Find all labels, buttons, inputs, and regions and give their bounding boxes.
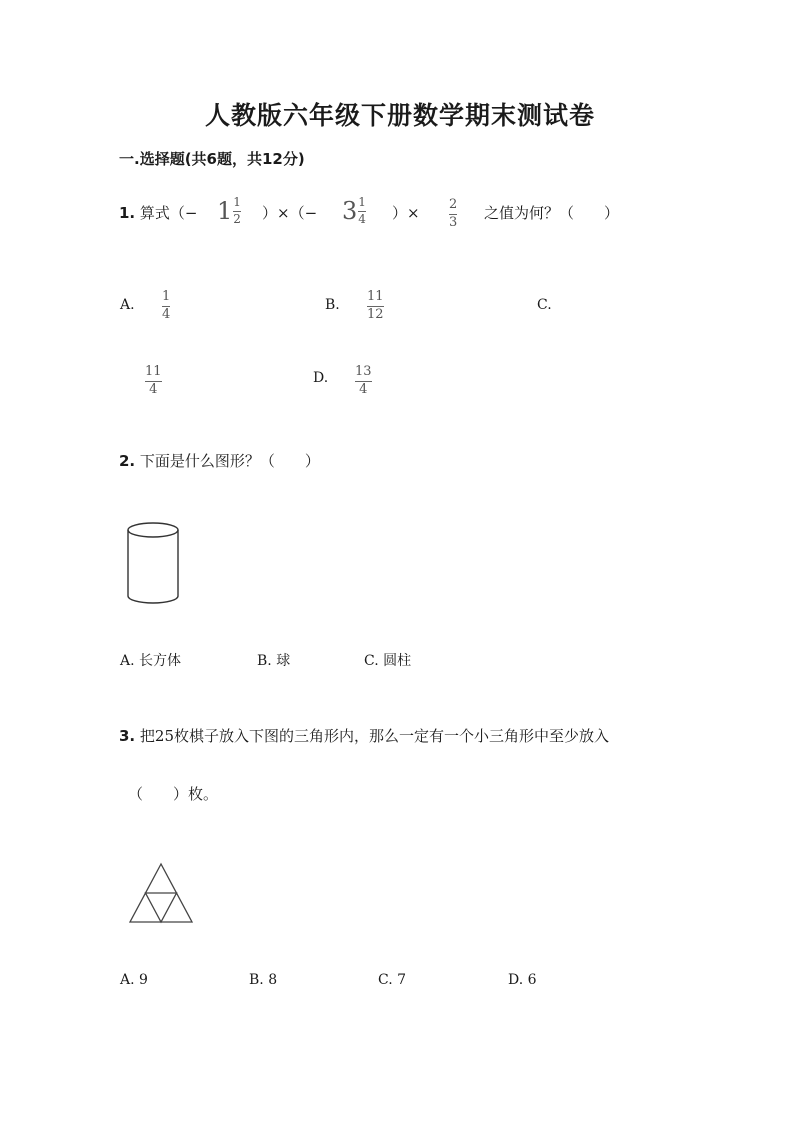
option-a-fraction bbox=[162, 290, 170, 322]
option-c-label: C. bbox=[537, 297, 552, 313]
cylinder-bottom-arc bbox=[128, 596, 178, 603]
option-d: D. 6 bbox=[508, 972, 537, 988]
option-b-label: B. bbox=[325, 297, 340, 313]
option-d-fraction bbox=[355, 365, 372, 397]
numerator: 13 bbox=[355, 364, 372, 379]
numerator: 11 bbox=[367, 289, 384, 304]
mixed-number-1-fraction bbox=[233, 196, 241, 226]
section-heading: 一.选择题(共6题，共12分) bbox=[119, 150, 305, 168]
question-3-text-line1: 把25枚棋子放入下图的三角形内，那么一定有一个小三角形中至少放入 bbox=[139, 727, 610, 745]
page-title: 人教版六年级下册数学期末测试卷 bbox=[204, 101, 595, 130]
option-c: C. 7 bbox=[378, 972, 407, 988]
option-a: A. 9 bbox=[120, 972, 148, 988]
question-2-stem bbox=[119, 450, 320, 471]
denominator: 12 bbox=[367, 307, 384, 322]
cylinder-top-ellipse bbox=[128, 523, 178, 537]
numerator: 2 bbox=[449, 197, 458, 212]
denominator: 4 bbox=[149, 382, 158, 397]
question-3-text-line2: （ ）枚。 bbox=[128, 785, 219, 803]
denominator: 4 bbox=[162, 307, 171, 322]
option-d-label: D. bbox=[313, 370, 329, 386]
question-3-number: 3. bbox=[119, 727, 136, 745]
question-1-number: 1. bbox=[119, 204, 136, 222]
denominator: 4 bbox=[359, 382, 368, 397]
option-b-fraction bbox=[367, 290, 384, 322]
mixed-number-1 bbox=[217, 196, 241, 226]
numerator: 11 bbox=[145, 364, 162, 379]
option-a-label: A. bbox=[120, 297, 135, 313]
question-1-text-mid1: ）×（− bbox=[262, 204, 318, 222]
mixed-number-1-whole: 1 bbox=[217, 197, 233, 225]
option-c-fraction bbox=[145, 365, 162, 397]
denominator: 3 bbox=[449, 215, 458, 230]
cylinder-figure bbox=[122, 518, 184, 610]
question-2-number: 2. bbox=[119, 452, 136, 470]
numerator: 1 bbox=[162, 289, 171, 304]
numerator: 1 bbox=[233, 195, 241, 209]
denominator: 2 bbox=[233, 212, 241, 226]
question-2-text: 下面是什么图形？（ ） bbox=[139, 452, 320, 470]
denominator: 4 bbox=[358, 212, 366, 226]
mixed-number-2-fraction bbox=[358, 196, 366, 226]
question-3-stem bbox=[119, 725, 609, 746]
inner-triangle bbox=[146, 893, 177, 922]
question-1-text-end: 之值为何？（ ） bbox=[484, 204, 620, 222]
question-1-text-mid2: ）× bbox=[392, 204, 420, 222]
numerator: 1 bbox=[358, 195, 366, 209]
mixed-number-2-whole: 3 bbox=[342, 197, 358, 225]
fraction-two-thirds bbox=[449, 198, 457, 230]
question-1-stem-start bbox=[119, 202, 198, 223]
option-b: B. 8 bbox=[249, 972, 278, 988]
option-a: A. 长方体 bbox=[120, 653, 182, 669]
mixed-number-2 bbox=[342, 196, 366, 226]
option-c: C. 圆柱 bbox=[364, 653, 412, 669]
triangle-figure bbox=[126, 860, 196, 926]
option-b: B. 球 bbox=[257, 653, 291, 669]
question-1-text-start: 算式（− bbox=[139, 204, 198, 222]
